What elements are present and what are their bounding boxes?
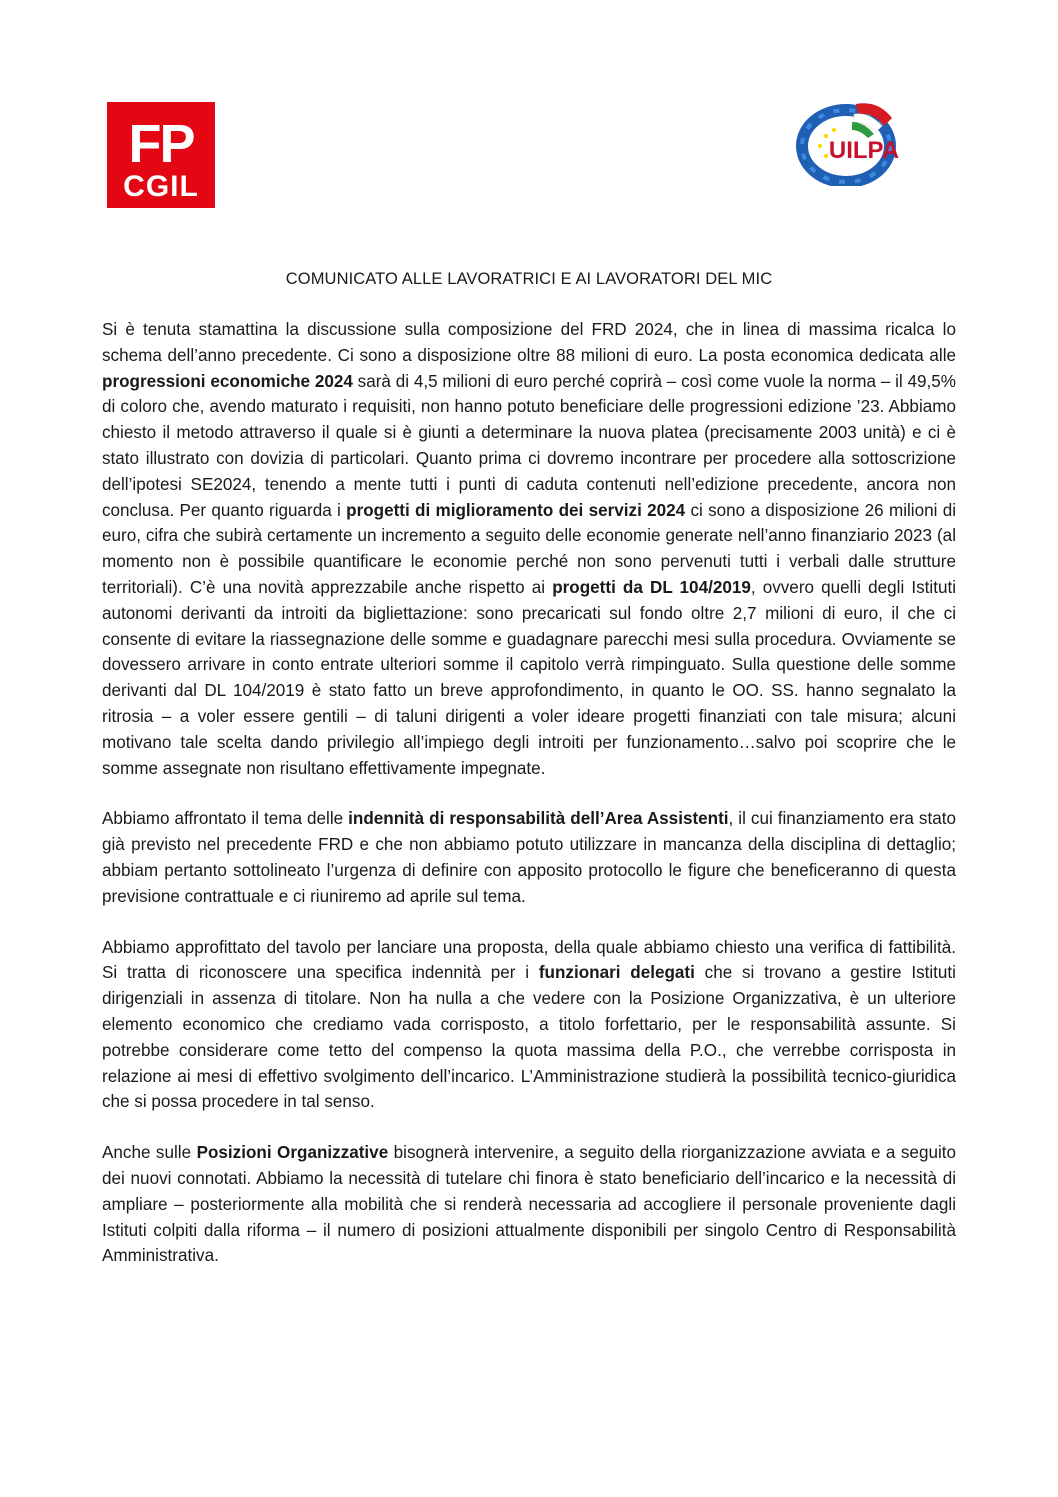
bold-text: indennità di responsabilità dell’Area Assistenti <box>348 809 729 829</box>
text-run: sarà di 4,5 milioni di euro perché coprirà – così come vuole la norma – il 49,5% di coloro che, avendo maturato i requisiti, non hanno potuto beneficiare delle progressioni edizione ’23. Abbiamo chiesto il metodo attraverso il quale si è giunti a determinare la nuova platea (precisamente 2003 unità) e ci è stato illustrato con dovizia di particolari. Quanto prima ci dovremo incontrare per procedere alla sottoscrizione dell’ipotesi SE2024, tenendo a mente tutti i punti di caduta contenuti nell’edizione precedente, ancora non conclusa. Per quanto riguarda i <box>102 371 956 520</box>
text-run: Abbiamo affrontato il tema delle <box>102 809 349 829</box>
bold-text: progressioni economiche 2024 <box>102 371 353 391</box>
paragraph <box>102 935 956 1116</box>
fp-cgil-logo <box>107 102 215 208</box>
fp-cgil-logo-line1: FP <box>128 114 194 174</box>
text-run: , ovvero quelli degli Istituti autonomi derivanti da introiti da bigliettazione: sono precaricati sul fondo oltre 2,7 milioni di euro, il che ci consente di evitare la riassegnazione delle somme e guadagnare parecchi mesi sulla procedura. Ovviamente se dovessero arrivare in conto entrate ulteriori somme il capitolo verrà rimpinguato. Sulla questione delle somme derivanti dal DL 104/2019 è stato fatto un breve approfondimento, in quanto le OO. SS. hanno segnalato la ritrosia – a voler essere gentili – di taluni dirigenti a voler ideare progetti finanziati con tale misura; alcuni motivano tale scelta dando privilegio all’impiego degli introiti per funzionamento…salvo poi scoprire che le somme assegnate non risultano effettivamente impegnate. <box>102 577 956 778</box>
document-body <box>102 317 956 1294</box>
text-run: ci sono a disposizione 26 milioni di euro, cifra che subirà certamente un incremento a seguito delle economie generate nell’anno finanziario 2023 (al momento non è possibile quantificare le economie perché non sono pervenuti tutti i verbali dalle strutture territoriali). C’è una novità apprezzabile anche rispetto ai <box>102 500 957 597</box>
bold-text: funzionari delegati <box>538 963 695 983</box>
bold-text: progetti di miglioramento dei servizi 2024 <box>346 500 686 520</box>
paragraph <box>102 1140 956 1269</box>
uilpa-logo-text: UILPA <box>828 137 900 164</box>
bold-text: Posizioni Organizzative <box>196 1143 389 1163</box>
bold-text: progetti da DL 104/2019 <box>552 577 751 597</box>
text-run: , il cui finanziamento era stato già previsto nel precedente FRD e che non abbiamo potuto utilizzare in mancanza della disciplina di dettaglio; abbiam pertanto sottolineato l’urgenza di definire con apposito protocollo le figure che beneficeranno di questa previsione contrattuale e ci riuniremo ad aprile sul tema. <box>102 809 956 906</box>
uilpa-logo <box>796 96 926 186</box>
document-title: COMUNICATO ALLE LAVORATRICI E AI LAVORATORI DEL MIC <box>285 270 773 288</box>
text-run: Si è tenuta stamattina la discussione sulla composizione del FRD 2024, che in linea di massima ricalca lo schema dell’anno precedente. Ci sono a disposizione oltre 88 milioni di euro. La posta economica dedicata alle <box>102 320 956 365</box>
text-run: Abbiamo approfittato del tavolo per lanciare una proposta, della quale abbiamo chiesto una verifica di fattibilità. Si tratta di riconoscere una specifica indennità per i <box>102 937 956 983</box>
paragraph <box>102 806 956 909</box>
fp-cgil-logo-line2: CGIL <box>123 170 199 203</box>
paragraph <box>102 317 956 781</box>
text-run: Anche sulle <box>102 1143 197 1163</box>
text-run: che si trovano a gestire Istituti dirigenziali in assenza di titolare. Non ha nulla a che vedere con la Posizione Organizzativa, è un ulteriore elemento economico che crediamo vada corrisposto, a titolo forfettario, per le responsabilità assunte. Si potrebbe considerare come tetto del compenso la quota massima della P.O., che verrebbe corrisposta in relazione ai mesi di effettivo svolgimento dell’incarico. L’Amministrazione studierà la possibilità tecnico-giuridica che si possa procedere in tal senso. <box>102 963 956 1112</box>
text-run: bisognerà intervenire, a seguito della riorganizzazione avviata e a seguito dei nuovi connotati. Abbiamo la necessità di tutelare chi finora è stato beneficiario dell’incarico e la necessità di ampliare – posteriormente alla mobilità che si renderà necessaria ad accogliere il personale proveniente dagli Istituti colpiti dalla riforma – il numero di posizioni attualmente disponibili per singolo Centro di Responsabilità Amministrativa. <box>102 1143 957 1266</box>
